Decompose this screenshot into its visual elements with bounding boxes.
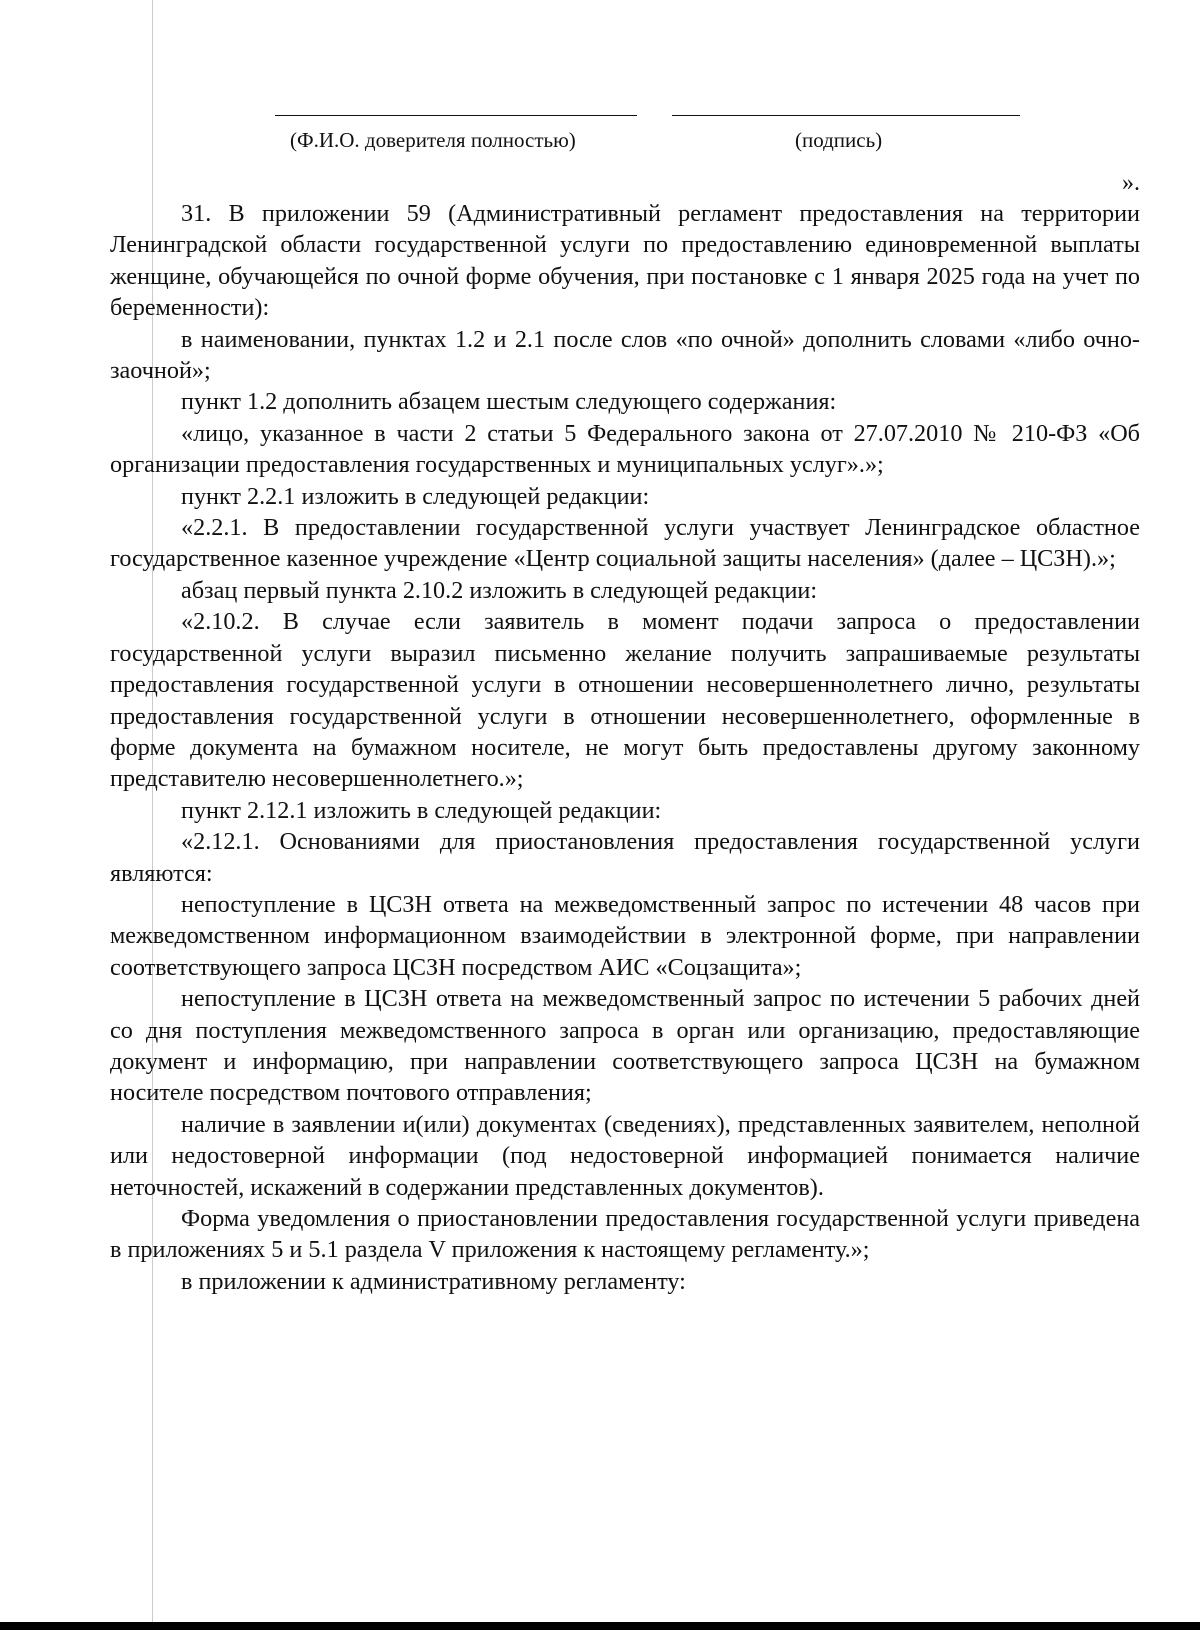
paragraph: в наименовании, пунктах 1.2 и 2.1 после слов «по очной» дополнить словами «либо очно-заочной»; [110, 325, 1140, 385]
paragraph: «2.12.1. Основаниями для приостановления предоставления государственной услуги являются: [110, 828, 1140, 887]
paragraph: пункт 2.12.1 изложить в следующей редакции: [181, 796, 662, 824]
signature-caption: (подпись) [795, 128, 883, 152]
fio-signature-line [275, 115, 637, 116]
signature-line [672, 115, 1020, 116]
paragraph: «лицо, указанное в части 2 статьи 5 Федерального закона от 27.07.2010 № 210-ФЗ «Об организации предоставления государственных и муниципальных услуг».»; [110, 419, 1140, 479]
paragraph: пункт 1.2 дополнить абзацем шестым следующего содержания: [181, 388, 837, 416]
paragraph: Форма уведомления о приостановлении предоставления государственной услуги приведена в приложениях 5 и 5.1 раздела V приложения к настоящему регламенту.»; [110, 1205, 1140, 1264]
paragraph: наличие в заявлении и(или) документах (сведениях), представленных заявителем, неполной или недостоверной информации (под недостоверной информацией понимается наличие неточностей, искажений в содержании представленных документов). [110, 1110, 1140, 1201]
paragraph-item-31: 31. В приложении 59 (Административный регламент предоставления на территории Ленинградской области государственной услуги по предоставлению единовременной выплаты женщине, обучающейся по очной форме обучения, при постановке с 1 января 2025 года на учет по беременности): [110, 200, 1140, 322]
document-body [110, 198, 1140, 1297]
paragraph: «2.2.1. В предоставлении государственной услуги участвует Ленинградское областное государственное казенное учреждение «Центр социальной защиты населения» (далее – ЦСЗН).»; [110, 514, 1140, 573]
paragraph: пункт 2.2.1 изложить в следующей редакции: [181, 482, 650, 510]
scan-bottom-border [0, 1622, 1200, 1630]
paragraph: абзац первый пункта 2.10.2 изложить в следующей редакции: [181, 576, 818, 604]
paragraph: в приложении к административному регламенту: [181, 1267, 686, 1295]
closing-quote: ». [1122, 170, 1140, 196]
paragraph: непоступление в ЦСЗН ответа на межведомственный запрос по истечении 5 рабочих дней со дня поступления межведомственного запроса в орган или организацию, предоставляющие документ и информацию, при направлении соответствующего запроса ЦСЗН на бумажном носителе посредством почтового отправления; [110, 985, 1140, 1107]
paragraph: «2.10.2. В случае если заявитель в момент подачи запроса о предоставлении государственной услуги выразил письменно желание получить запрашиваемые результаты предоставления государственной услуги в отношении несовершеннолетнего лично, результаты предоставления государственной услуги в отношении несовершеннолетнего, оформленные в форме документа на бумажном носителе, не могут быть предоставлены другому законному представителю несовершеннолетнего.»; [110, 608, 1140, 793]
paragraph: непоступление в ЦСЗН ответа на межведомственный запрос по истечении 48 часов при межведомственном информационном взаимодействии в электронной форме, при направлении соответствующего запроса ЦСЗН посредством АИС «Соцзащита»; [110, 890, 1140, 981]
fio-caption: (Ф.И.О. доверителя полностью) [290, 128, 576, 152]
